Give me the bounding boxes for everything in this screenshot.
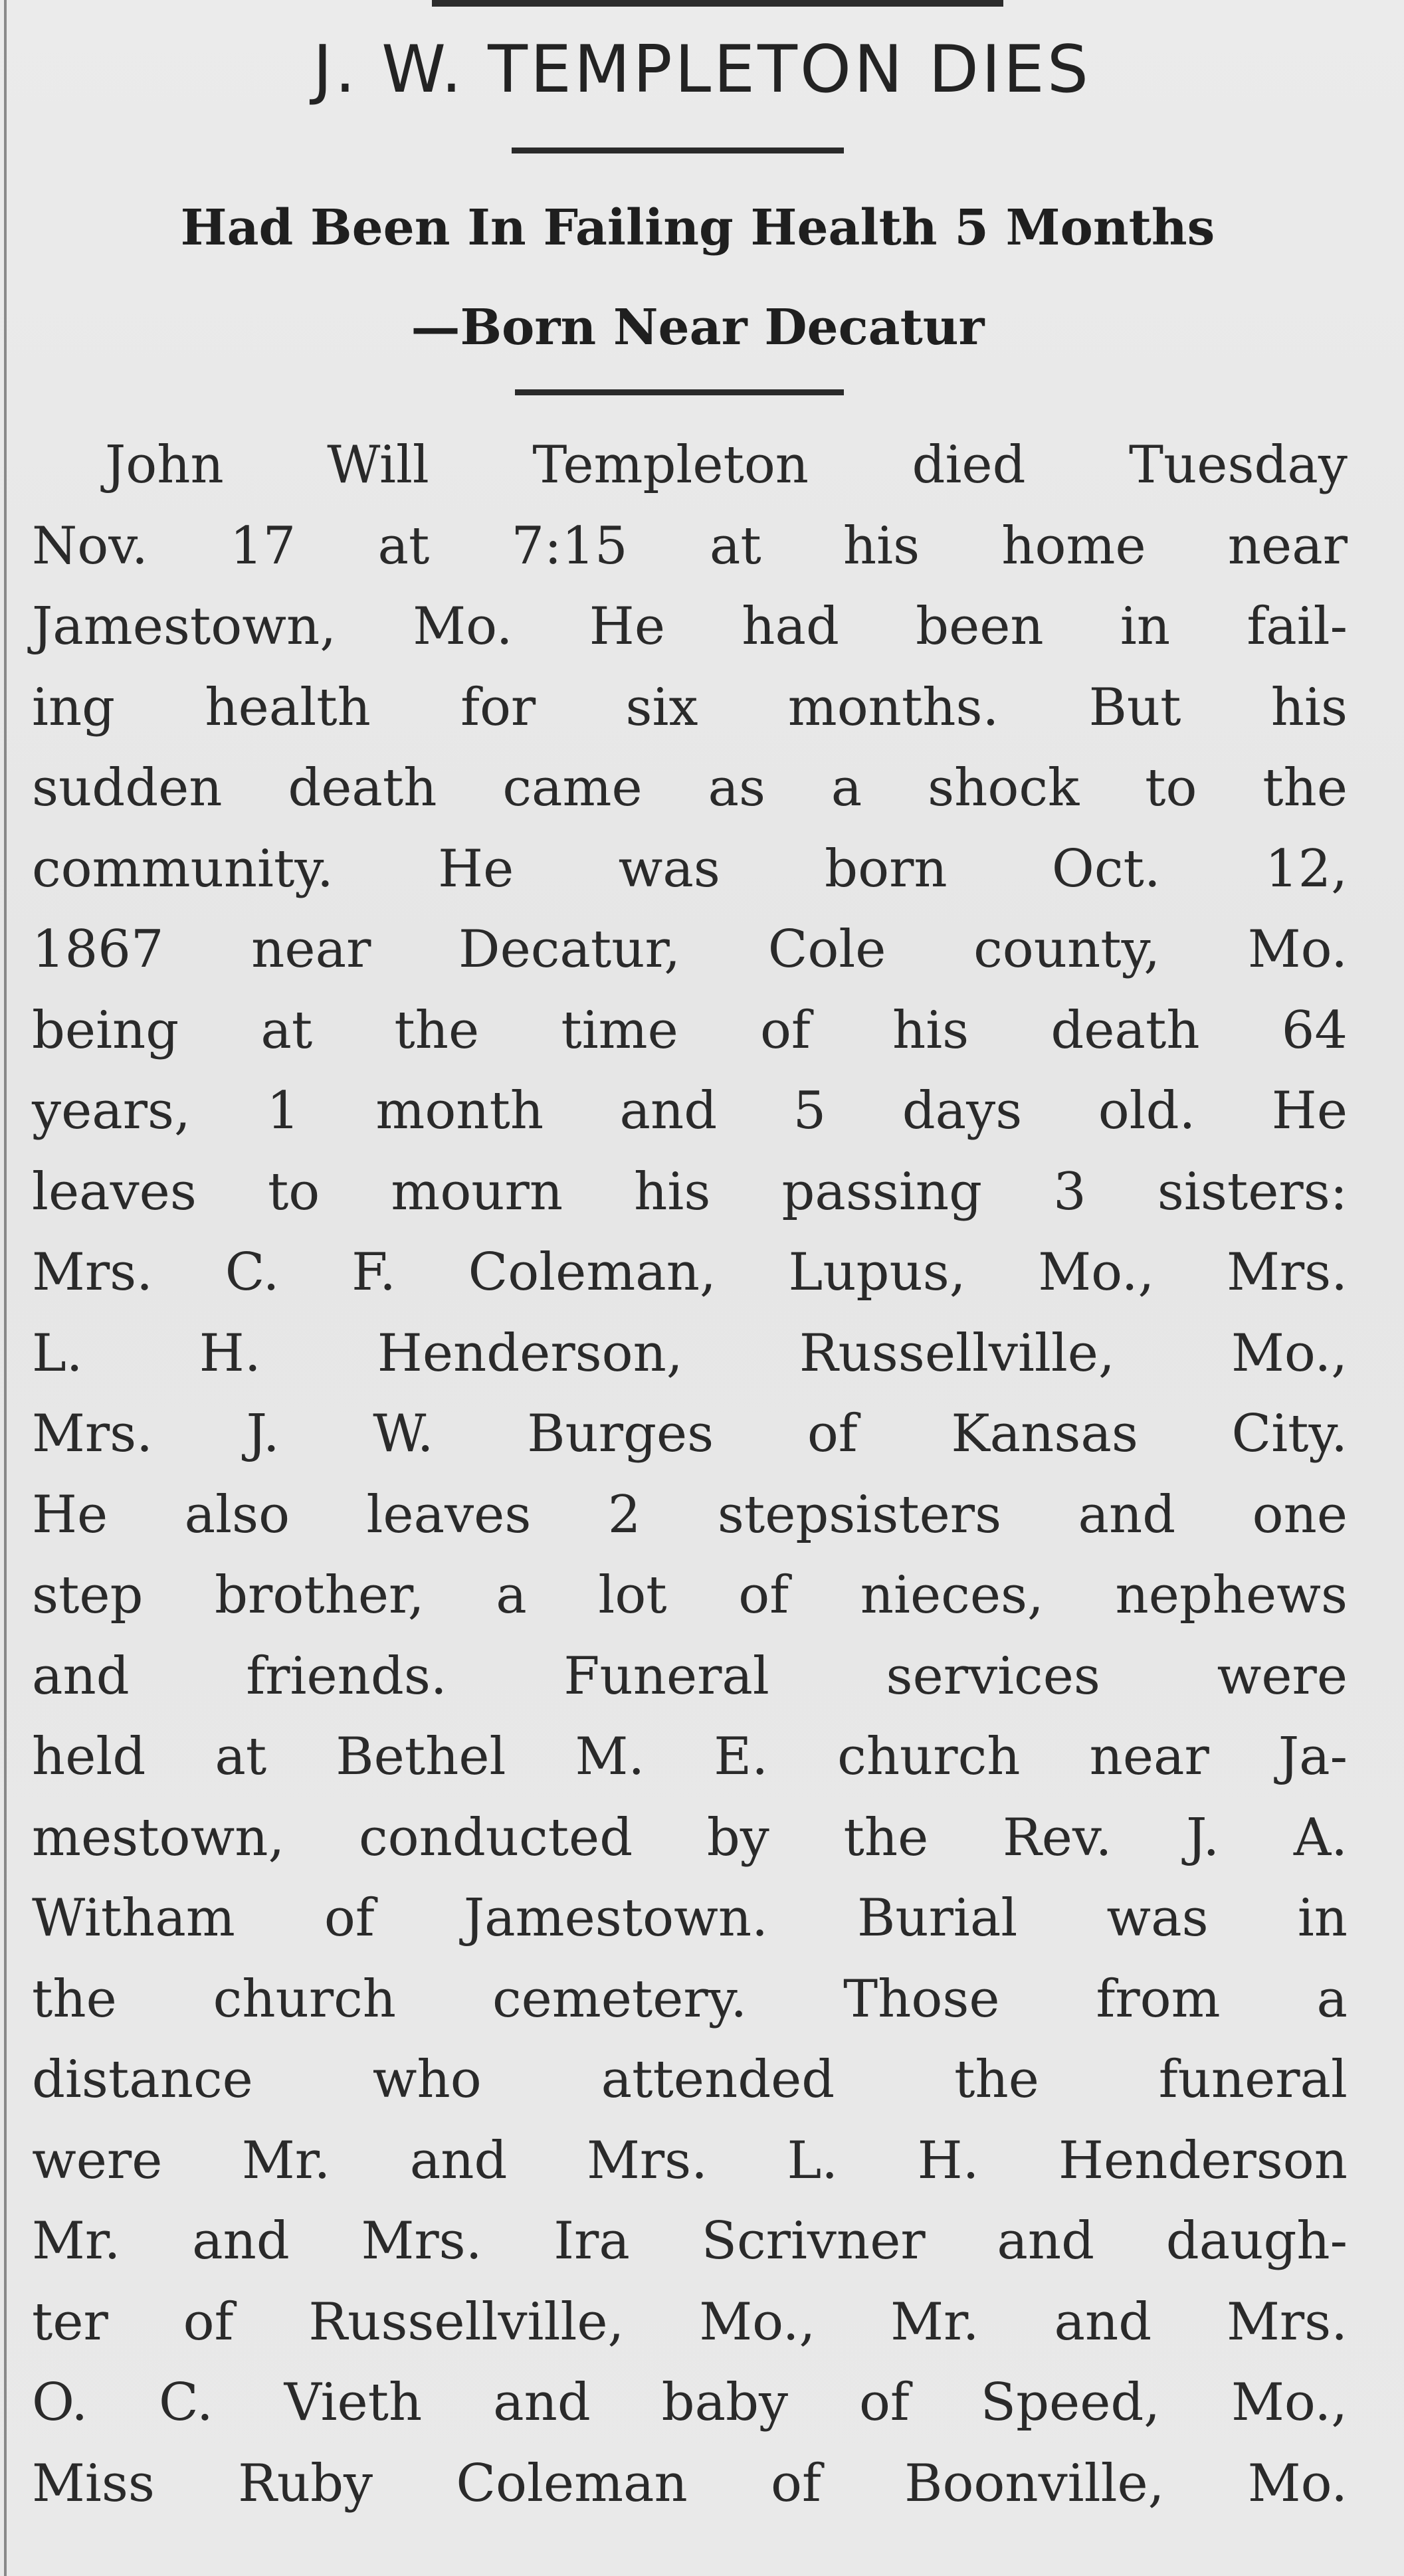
- article-body: [32, 425, 1348, 2524]
- body-line: Jamestown, Mo. He had been in fail-: [32, 597, 1348, 656]
- body-line: held at Bethel M. E. church near Ja-: [32, 1727, 1348, 1787]
- body-line: Mrs. J. W. Burges of Kansas City.: [32, 1404, 1348, 1464]
- column-rule-left: [4, 0, 7, 2576]
- body-line: O. C. Vieth and baby of Speed, Mo.,: [32, 2373, 1348, 2432]
- body-line: John Will Templeton died Tuesday: [105, 435, 1348, 495]
- body-line: 1867 near Decatur, Cole county, Mo.: [32, 920, 1348, 979]
- body-line: step brother, a lot of nieces, nephews: [32, 1565, 1348, 1625]
- subheadline-line-1: Had Been In Failing Health 5 Months: [180, 199, 1215, 256]
- headline: J. W. TEMPLETON DIES: [312, 32, 1092, 108]
- body-line: the church cemetery. Those from a: [32, 1969, 1348, 2029]
- body-line: Mr. and Mrs. Ira Scrivner and daugh-: [32, 2211, 1348, 2271]
- body-line: L. H. Henderson, Russellville, Mo.,: [32, 1323, 1348, 1383]
- body-line: Miss Ruby Coleman of Boonville, Mo.: [32, 2453, 1348, 2514]
- body-line: He also leaves 2 stepsisters and one: [32, 1484, 1348, 1545]
- body-line: Mrs. C. F. Coleman, Lupus, Mo., Mrs.: [32, 1242, 1348, 1302]
- body-line: were Mr. and Mrs. L. H. Henderson: [32, 2130, 1348, 2191]
- body-line: Witham of Jamestown. Burial was in: [32, 1888, 1348, 1948]
- body-line: Nov. 17 at 7:15 at his home near: [32, 516, 1348, 576]
- body-line: years, 1 month and 5 days old. He: [32, 1081, 1348, 1141]
- subheadline-line-2: —Born Near Decatur: [411, 299, 985, 356]
- body-line: ter of Russellville, Mo., Mr. and Mrs.: [32, 2292, 1348, 2352]
- body-line: distance who attended the funeral: [32, 2050, 1348, 2110]
- body-line: leaves to mourn his passing 3 sisters:: [32, 1161, 1348, 1222]
- top-rule: [432, 0, 1003, 7]
- body-line: and friends. Funeral services were: [32, 1646, 1348, 1706]
- body-line: sudden death came as a shock to the: [32, 758, 1348, 818]
- body-line: ing health for six months. But his: [32, 677, 1348, 738]
- body-line: mestown, conducted by the Rev. J. A.: [32, 1807, 1348, 1868]
- headline-divider: [512, 148, 844, 153]
- body-line: community. He was born Oct. 12,: [32, 839, 1348, 899]
- subheadline-divider: [515, 389, 844, 395]
- subheadline: [27, 178, 1369, 377]
- body-line: being at the time of his death 64: [32, 1000, 1348, 1060]
